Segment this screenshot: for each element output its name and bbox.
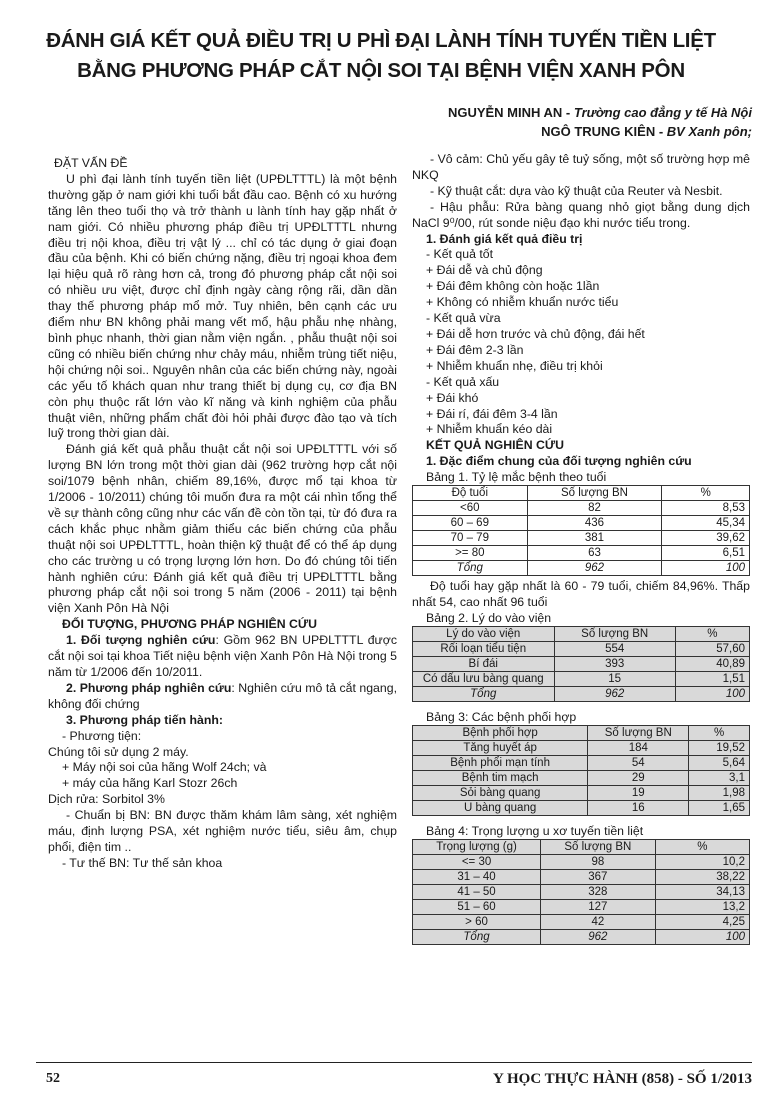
table-row: 31 – 40 367 38,22	[413, 869, 750, 884]
evaluation-heading: 1. Đánh giá kết quả điều trị	[426, 231, 583, 246]
author-2: NGÔ TRUNG KIÊN - BV Xanh pôn;	[541, 124, 752, 139]
author-1: NGUYỄN MINH AN - Trường cao đẳng y tế Hà Nội	[447, 105, 752, 120]
anesthesia-line: - Vô cảm: Chủ yếu gây tê tuỷ sống, một số trường hợp mê NKQ	[412, 152, 750, 182]
table-row: >= 80 63 6,51	[413, 546, 750, 561]
evaluation-item: + Không có nhiễm khuẩn nước tiểu	[426, 295, 619, 310]
table-row: <= 30 98 10,2	[413, 854, 750, 869]
table-row: 51 – 60 127 13,2	[413, 899, 750, 914]
results-heading: KẾT QUẢ NGHIÊN CỨU	[426, 438, 564, 453]
table-row: U bàng quang 16 1,65	[413, 800, 750, 815]
evaluation-item: + Đái đêm 2-3 lần	[426, 342, 524, 357]
table-row: Sỏi bàng quang 19 1,98	[413, 785, 750, 800]
section-heading-intro: ĐẶT VẤN ĐỀ	[54, 156, 128, 170]
table-header-row: Lý do vào viện Số lượng BN %	[413, 626, 750, 641]
results-subheading: 1. Đặc điểm chung của đối tượng nghiên cứu	[426, 454, 692, 469]
procedure-line: - Phương tiện:	[62, 728, 142, 743]
procedure-line: + máy của hãng Karl Stozr 26ch	[62, 776, 238, 791]
table-row: 70 – 79 381 39,62	[413, 531, 750, 546]
evaluation-item: + Đái dễ và chủ động	[426, 263, 543, 278]
table-row: <60 82 8,53	[413, 501, 750, 516]
procedure-heading: 3. Phương pháp tiến hành:	[66, 712, 224, 727]
table-row: Bệnh tim mạch 29 3,1	[413, 770, 750, 785]
table-total-row: Tổng 962 100	[413, 686, 750, 701]
evaluation-item: + Đái đêm không còn hoặc 1lần	[426, 279, 600, 294]
subject-paragraph: 1. Đối tượng nghiên cứu: Gồm 962 BN UPĐLTTTL được cắt nội soi tại khoa Tiết niệu bệnh viện Xanh Pôn Hà Nội trong 5 năm từ 1/2006 đến 10/2011.	[48, 633, 397, 679]
evaluation-item: + Đái khó	[426, 390, 479, 405]
evaluation-item: + Nhiễm khuẩn kéo dài	[426, 422, 553, 437]
table-2-caption: Bảng 2. Lý do vào viện	[426, 610, 552, 625]
age-summary: Độ tuổi hay gặp nhất là 60 - 79 tuổi, chiếm 84,96%. Thấp nhất 54, cao nhất 96 tuổi	[412, 579, 750, 610]
table-row: 41 – 50 328 34,13	[413, 884, 750, 899]
section-heading-methods: ĐỐI TƯỢNG, PHƯƠNG PHÁP NGHIÊN CỨU	[62, 617, 317, 632]
procedure-line: - Chuẩn bị BN: BN được thăm khám lâm sàng, xét nghiệm máu, định lượng PSA, xét nghiệm nước tiểu, siêu âm, chụp phổi, điện tim ..	[48, 808, 397, 854]
table-age	[412, 485, 750, 576]
title-line-2: BẰNG PHƯƠNG PHÁP CẮT NỘI SOI TẠI BỆNH VIỆN XANH PÔN	[77, 59, 685, 82]
left-column	[48, 152, 397, 872]
table-row: > 60 42 4,25	[413, 914, 750, 929]
table-total-row: Tổng 962 100	[413, 561, 750, 576]
table-header-row: Độ tuổi Số lượng BN %	[413, 486, 750, 501]
page-number: 52	[46, 1071, 60, 1086]
procedure-line: Dịch rửa: Sorbitol 3%	[48, 792, 165, 807]
procedure-line: - Tư thế BN: Tư thế sản khoa	[62, 855, 223, 870]
title-line-1: ĐÁNH GIÁ KẾT QUẢ ĐIỀU TRỊ U PHÌ ĐẠI LÀNH TÍNH TUYẾN TIỀN LIỆT	[46, 29, 716, 52]
table-comorbidities	[412, 725, 750, 816]
right-column	[412, 152, 750, 948]
evaluation-item: - Kết quả vừa	[426, 311, 501, 326]
method-paragraph: 2. Phương pháp nghiên cứu: Nghiên cứu mô tả cắt ngang, không đối chứng	[48, 680, 397, 711]
article-title	[20, 26, 742, 86]
page-footer	[36, 1062, 752, 1093]
table-4-caption: Bảng 4: Trọng lượng u xơ tuyến tiền liệt	[426, 823, 644, 838]
table-row: 60 – 69 436 45,34	[413, 516, 750, 531]
table-row: Bệnh phổi mạn tính 54 5,64	[413, 755, 750, 770]
table-3-caption: Bảng 3: Các bệnh phối hợp	[426, 709, 577, 724]
technique-line: - Kỹ thuật cắt: dựa vào kỹ thuật của Reuter và Nesbit.	[430, 183, 723, 198]
table-row: Có dấu lưu bàng quang 15 1,51	[413, 671, 750, 686]
table-row: Tăng huyết áp 184 19,52	[413, 740, 750, 755]
intro-paragraph-2: Đánh giá kết quả phẫu thuật cắt nội soi UPĐLTTTL với số lượng BN lớn trong một thời gian dài (962 trường hợp cắt nội soi/1079 bệnh nhân, chiếm 89,16%, được mổ tại khoa từ 1/2006 - 10/2011) chúng tôi muốn đưa ra một cái nhìn tổng thể về sự thành công cũng như các vấn đề còn tồn tại, từ đó đưa ra cách khắc phục nhằm giảm thiểu các biến chứng của phẫu thuật nội soi UPĐLTTTL, hoàn thiện kỹ thuật để có thể áp dụng cho các trường u có trọng lượng lớn hơn. Do đó chúng tôi tiến hành nghiên cứu: Đánh giá kết quả điều trị UPĐLTTTL bằng phương pháp cắt nội soi trong 5 năm (2006 - 2011) tại bệnh viện Xanh Pôn Hà Nội	[48, 442, 397, 616]
table-weight	[412, 839, 750, 945]
table-admission-reason	[412, 626, 750, 702]
table-row: Bí đái 393 40,89	[413, 656, 750, 671]
evaluation-item: - Kết quả xấu	[426, 374, 500, 389]
table-row: Rối loạn tiểu tiện 554 57,60	[413, 641, 750, 656]
table-1-caption: Bảng 1. Tỷ lệ mắc bệnh theo tuổi	[426, 470, 607, 485]
table-total-row: Tổng 962 100	[413, 929, 750, 944]
postop-line: - Hậu phẫu: Rửa bàng quang nhỏ giọt bằng dung dịch NaCl 9⁰/00, rút sonde niệu đạo khi nước tiểu trong.	[412, 199, 750, 230]
intro-paragraph-1: U phì đại lành tính tuyến tiền liệt (UPĐLTTTL) là một bệnh thường gặp ở nam giới khi tuổi bắt đầu cao. Bệnh có xu hướng tăng lên theo tuổi thọ và trở thành u lành tính hay gặp nhất ở nam giới. Có nhiều phương pháp điều trị UPĐLTTTL nhưng điều trị nội khoa, điều trị vật lý ... chỉ có tác dụng ở giai đoạn đầu của bệnh. Khi có biến chứng nặng, điều trị ngoại khoa đem lại hiệu quả rõ ràng hơn cả, trong đó phương pháp cắt nội soi có nhiều ưu việt, được chỉ định ngày càng rộng rãi, dần dần thay thế phương pháp mổ mở. Tuy nhiên, bên cạnh các ưu điểm như BN không phải mang vết mổ, hậu phẫu nhẹ nhàng, bình phục nhanh, thời gian nằm viện ngắn. , phẫu thuật nội soi cũng có nhiều biến chứng như chảy máu, nhiễm trùng tiết niệu, hội chứng nội soi.. Nguyên nhân của các biến chứng này, ngoài các yếu tố khách quan như trang thiết bị dụng cụ, cơ địa BN còn phụ thuộc rất lớn vào kĩ năng và kinh nghiệm của phẫu thuật viên, những phẩm chất đòi hỏi phải được đào tạo và tích luỹ trong thời gian dài.	[48, 171, 397, 441]
journal-name: Y HỌC THỰC HÀNH (858) - SỐ 1/2013	[492, 1071, 752, 1087]
evaluation-item: + Nhiễm khuẩn nhẹ, điều trị khỏi	[426, 358, 603, 373]
table-header-row: Bệnh phối hợp Số lượng BN %	[413, 725, 750, 740]
table-header-row: Trọng lượng (g) Số lượng BN %	[413, 839, 750, 854]
evaluation-item: + Đái dễ hơn trước và chủ động, đái hết	[426, 326, 645, 341]
procedure-line: Chúng tôi sử dụng 2 máy.	[48, 744, 189, 759]
evaluation-item: + Đái rí, đái đêm 3-4 lần	[426, 406, 558, 421]
evaluation-item: - Kết quả tốt	[426, 247, 493, 262]
authors	[448, 103, 752, 141]
procedure-line: + Máy nội soi của hãng Wolf 24ch; và	[62, 760, 267, 775]
